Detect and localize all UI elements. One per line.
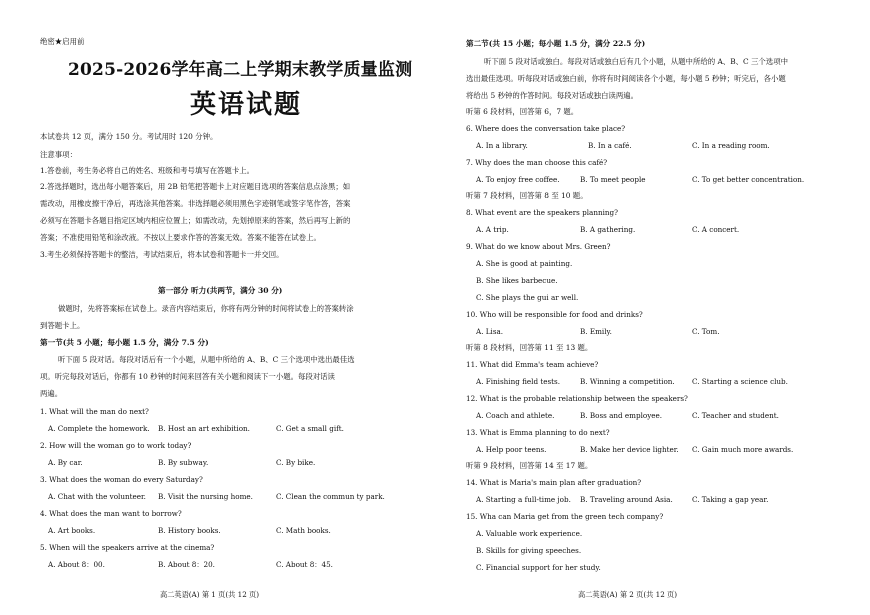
option-c: C. To get better concentration. (692, 175, 805, 184)
section-heading: 第一节(共 5 小题；每小题 1.5 分，满分 7.5 分) (40, 338, 209, 347)
part-heading: 第一部分 听力(共两节，满分 30 分) (158, 286, 283, 295)
option-c: C. Math books. (276, 526, 331, 535)
question-text: 5. When will the speakers arrive at the cinema? (40, 543, 215, 552)
section-description: 将给出 5 秒钟的作答时间。每段对话或独白读两遍。 (466, 91, 638, 100)
option-b: B. Traveling around Asia. (580, 495, 673, 504)
option-a: A. In a library. (476, 141, 528, 150)
option-a: A. Complete the homework. (48, 424, 150, 433)
note-line: 答案；不准使用铅笔和涂改液。不按以上要求作答的答案无效。答案不能答在试卷上。 (40, 233, 321, 242)
part-description: 到答题卡上。 (40, 321, 85, 330)
option-a: A. Coach and athlete. (476, 411, 555, 420)
option-b: B. In a café. (588, 141, 632, 150)
page-footer: 高二英语(A) 第 1 页(共 12 页) (160, 590, 260, 599)
question-text: 4. What does the man want to borrow? (40, 509, 182, 518)
part-description: 做题时，先将答案标在试卷上。录音内容结束后，你将有两分钟的时间将试卷上的答案转涂 (58, 304, 354, 313)
option-b: B. A gathering. (580, 225, 636, 234)
option-b: B. Boss and employee. (580, 411, 663, 420)
option-c: C. Tom. (692, 327, 720, 336)
note-line: 1.答卷前，考生务必将自己的姓名、班级和考号填写在答题卡上。 (40, 166, 254, 175)
option-a: A. Valuable work experience. (476, 529, 583, 538)
option-a: A. Chat with the volunteer. (48, 492, 146, 501)
question-text: 7. Why does the man choose this café? (466, 158, 608, 167)
note-line: 2.答选择题时，选出每小题答案后，用 2B 铅笔把答题卡上对应题目选项的答案信息点涂黑；如 (40, 182, 351, 191)
option-a: A. By car. (48, 458, 83, 467)
question-text: 13. What is Emma planning to do next? (466, 428, 610, 437)
question-text: 6. Where does the conversation take place? (466, 124, 626, 133)
option-b: B. Host an art exhibition. (158, 424, 250, 433)
material-heading: 听第 7 段材料，回答第 8 至 10 题。 (466, 191, 588, 200)
section-heading: 第二节(共 15 小题；每小题 1.5 分，满分 22.5 分) (466, 39, 646, 48)
section-description: 选出最佳选项。听每段对话或独白前，你将有时间阅读各个小题，每小题 5 秒钟；听完后，各小题 (466, 74, 786, 83)
option-b: B. To meet people (580, 175, 646, 184)
option-c: C. A concert. (692, 225, 740, 234)
option-a: A. Art books. (48, 526, 96, 535)
option-c: C. Gain much more awards. (692, 445, 794, 454)
intro-text: 本试卷共 12 页，满分 150 分。考试用时 120 分钟。 (40, 132, 218, 141)
option-b: B. Skills for giving speeches. (476, 546, 582, 555)
option-c: C. Financial support for her study. (476, 563, 601, 572)
question-text: 2. How will the woman go to work today? (40, 441, 192, 450)
option-c: C. Teacher and student. (692, 411, 779, 420)
question-text: 14. What is Maria's main plan after graduation? (466, 478, 642, 487)
subject-title: 英语试题 (190, 90, 303, 120)
question-text: 1. What will the man do next? (40, 407, 149, 416)
option-b: B. Winning a competition. (580, 377, 675, 386)
option-b: B. Make her device lighter. (580, 445, 679, 454)
section-description: 项。听完每段对话后，你都有 10 秒钟的时间来回答有关小题和阅读下一小题。每段对话读 (40, 372, 335, 381)
question-text: 11. What did Emma's team achieve? (466, 360, 599, 369)
question-text: 12. What is the probable relationship between the speakers? (466, 394, 688, 403)
page-footer: 高二英语(A) 第 2 页(共 12 页) (578, 590, 678, 599)
option-b: B. She likes barbecue. (476, 276, 558, 285)
option-a: A. To enjoy free coffee. (476, 175, 560, 184)
option-b: B. By subway. (158, 458, 209, 467)
note-line: 必须写在答题卡各题目指定区域内相应位置上；如需改动，先划掉原来的答案，然后再写上新的 (40, 216, 351, 225)
option-b: B. About 8：20. (158, 560, 215, 569)
option-c: C. By bike. (276, 458, 316, 467)
notes-heading: 注意事项： (40, 150, 77, 159)
question-text: 15. Wha can Maria get from the green tech company? (466, 512, 664, 521)
exam-title: 2025-2026学年高二上学期末教学质量监测 (68, 60, 413, 80)
option-b: B. History books. (158, 526, 221, 535)
option-c: C. Starting a science club. (692, 377, 788, 386)
question-text: 3. What does the woman do every Saturday? (40, 475, 203, 484)
option-a: A. Help poor teens. (476, 445, 547, 454)
section-description: 听下面 5 段对话或独白。每段对话或独白后有几个小题，从题中所给的 A、B、C 三个选项中 (484, 57, 788, 66)
option-c: C. In a reading room. (692, 141, 770, 150)
question-text: 8. What event are the speakers planning? (466, 208, 618, 217)
option-a: A. Lisa. (476, 327, 504, 336)
option-c: C. Get a small gift. (276, 424, 344, 433)
note-line: 需改动，用橡皮擦干净后，再选涂其他答案。非选择题必须用黑色字迹钢笔或签字笔作答，答案 (40, 199, 351, 208)
option-c: C. Clean the commun ty park. (276, 492, 385, 501)
section-description: 听下面 5 段对话。每段对话后有一个小题，从题中所给的 A、B、C 三个选项中选出最佳选 (58, 355, 355, 364)
material-heading: 听第 8 段材料，回答第 11 至 13 题。 (466, 343, 593, 352)
question-text: 9. What do we know about Mrs. Green? (466, 242, 611, 251)
option-a: A. Starting a full-time job. (476, 495, 571, 504)
option-b: B. Visit the nursing home. (158, 492, 253, 501)
option-a: A. She is good at painting. (476, 259, 573, 268)
question-text: 10. Who will be responsible for food and drinks? (466, 310, 643, 319)
note-line: 3.考生必须保持答题卡的整洁，考试结束后，将本试卷和答题卡一并交回。 (40, 250, 284, 259)
option-a: A. About 8：00. (48, 560, 105, 569)
option-a: A. A trip. (476, 225, 509, 234)
option-c: C. About 8：45. (276, 560, 333, 569)
option-b: B. Emily. (580, 327, 612, 336)
option-a: A. Finishing field tests. (476, 377, 561, 386)
material-heading: 听第 9 段材料，回答第 14 至 17 题。 (466, 461, 593, 470)
material-heading: 听第 6 段材料，回答第 6，7 题。 (466, 107, 579, 116)
option-c: C. She plays the gui ar well. (476, 293, 579, 302)
confidential-label: 绝密★启用前 (40, 37, 85, 46)
section-description: 两遍。 (40, 389, 63, 398)
option-c: C. Taking a gap year. (692, 495, 769, 504)
